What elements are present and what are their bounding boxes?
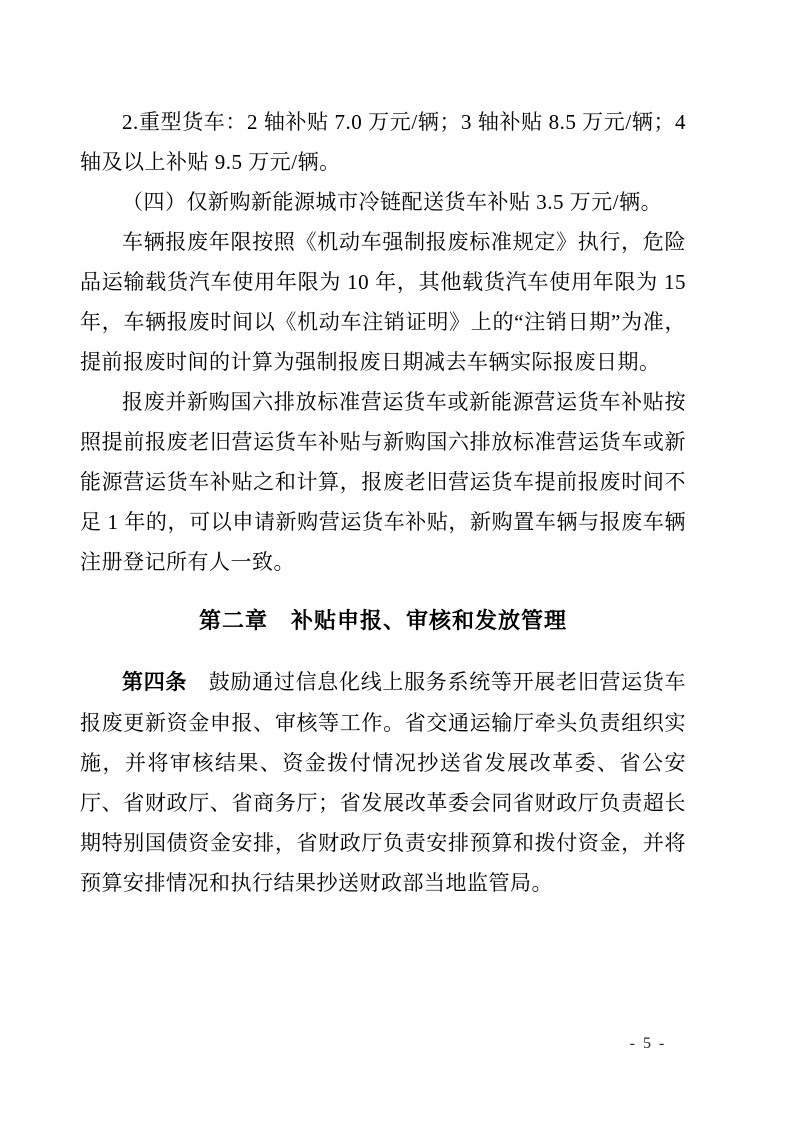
article-4-text: 鼓励通过信息化线上服务系统等开展老旧营运货车报废更新资金申报、审核等工作。省交通运输厅牵头负责组织实施，并将审核结果、资金拨付情况抄送省发展改革委、省公安厅、省财政厅、省商务厅；省发展改革委会同省财政厅负责超长期特别国债资金安排，省财政厅负责安排预算和拨付资金，并将预算安排情况和执行结果抄送财政部当地监管局。 bbox=[80, 670, 687, 895]
document-body bbox=[80, 102, 686, 903]
paragraph-heavy-truck-subsidy: 2.重型货车：2 轴补贴 7.0 万元/辆；3 轴补贴 8.5 万元/辆；4 轴及以上补贴 9.5 万元/辆。 bbox=[80, 110, 686, 174]
article-4-number-label: 第四条 bbox=[122, 671, 188, 694]
paragraph-article-4 bbox=[80, 662, 686, 903]
paragraph-cold-chain-truck-subsidy: （四）仅新购新能源城市冷链配送货车补贴 3.5 万元/辆。 bbox=[122, 190, 663, 214]
chapter-2-heading: 第二章 补贴申报、审核和发放管理 bbox=[198, 608, 567, 633]
paragraph-scrap-age-rules: 车辆报废年限按照《机动车强制报废标准规定》执行，危险品运输载货汽车使用年限为 10 年，其他载货汽车使用年限为 15 年，车辆报废时间以《机动车注销证明》上的“注销日期”为准，提前报废时间的计算为强制报废日期减去车辆实际报废日期。 bbox=[80, 230, 686, 374]
page-number: - 5 - bbox=[629, 1035, 667, 1052]
paragraph-combined-subsidy-calculation: 报废并新购国六排放标准营运货车或新能源营运货车补贴按照提前报废老旧营运货车补贴与新购国六排放标准营运货车或新能源营运货车补贴之和计算，报废老旧营运货车提前报废时间不足 1 年的，可以申请新购营运货车补贴，新购置车辆与报废车辆注册登记所有人一致。 bbox=[80, 390, 686, 574]
